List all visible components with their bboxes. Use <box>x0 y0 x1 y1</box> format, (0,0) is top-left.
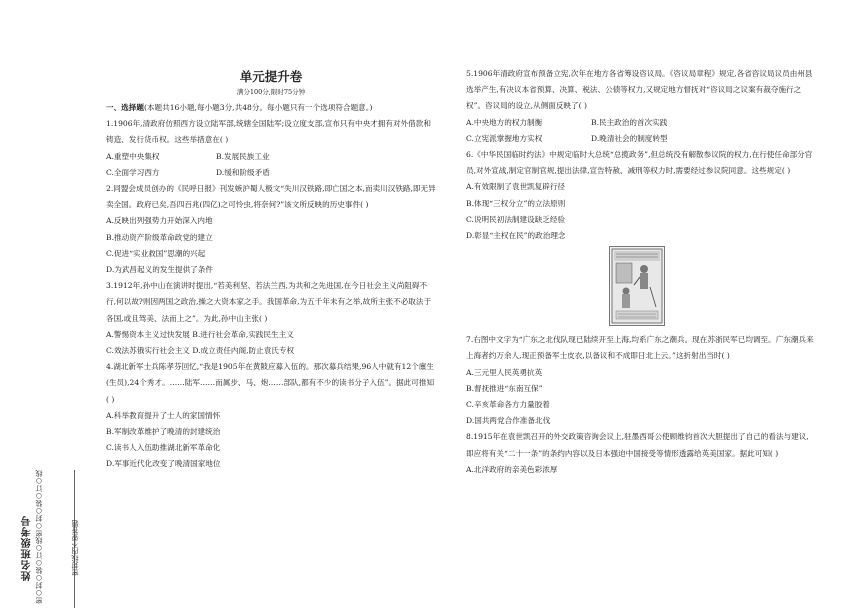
section-title: 一、选择题 <box>106 103 144 112</box>
page-subtitle: 满分100分,限时75分钟 <box>236 88 306 96</box>
option-a[interactable]: A.警惕资本主义过快发展 <box>106 329 190 339</box>
option-d[interactable]: D.成立责任内阁,防止袁氏专权 <box>192 346 295 356</box>
question-5 <box>466 66 816 147</box>
question-stem: 5.1906年清政府宣布预备立宪,次年在地方各省筹设咨议局。《咨议局章程》规定,各省咨议局议员由州县选举产生,有决议本省预算、决算、税法、公债等权力,又规定地方督抚对“咨议局之议案有裁夺施行之权”。咨议局的设立,从侧面反映了( ) <box>466 69 813 111</box>
question-stem: 7.右图中文字为“广东之北伐队现已陆续开至上海,均系广东之潮兵。现在苏浙民军已均调至。广东潮兵来上海者约万余人,现正预备军士皮衣,以备议和不成即日北上云。”这折射出当时( ) <box>466 335 814 361</box>
option-a[interactable]: A.反映出列强势力开始深入内地 <box>106 216 213 226</box>
option-d[interactable]: D.军事近代化改变了晚清国家地位 <box>106 459 221 469</box>
question-2 <box>106 181 436 278</box>
option-c[interactable]: C.立宪派掌握地方实权 <box>466 133 543 143</box>
question-stem: 1.1906年,清政府仿照西方设立陆军部,统辖全国陆军;设立度支部,宣布只有中央才拥有对外借款和铸造、发行货币权。这些举措意在( ) <box>106 119 431 145</box>
option-d[interactable]: D.晚清社会的制度转型 <box>591 133 668 143</box>
option-a[interactable]: A.北洋政府的亲美色彩浓厚 <box>466 464 558 474</box>
option-c[interactable]: C.辛亥革命各方力量胶着 <box>466 400 550 410</box>
option-b[interactable]: B.体现“三权分立”的立法原则 <box>466 198 566 208</box>
option-b[interactable]: B.推动资产阶级革命政党的建立 <box>106 232 213 242</box>
option-c[interactable]: C.效法苏俄实行社会主义 <box>106 346 190 356</box>
question-stem: 8.1915年在袁世凯召开的外交政策咨询会议上,驻墨西哥公使顾维钧首次大胆提出了自己的看法与建议,即应将有关“二十一条”的条约内容以及日本强迫中国接受等情形透露给英美国家。据此可知( ) <box>466 432 809 458</box>
illustration-image <box>610 247 664 325</box>
question-3 <box>106 278 436 359</box>
option-c[interactable]: C.读书人入伍助推湖北新军革命化 <box>106 443 221 453</box>
seal-line-note: 密封线内不要答题 <box>71 520 79 576</box>
option-d[interactable]: D.为武昌起义的发生提供了条件 <box>106 265 213 275</box>
student-info-label: 姓名班级考号 <box>22 515 33 581</box>
question-7 <box>466 332 816 429</box>
option-c[interactable]: C.全面学习西方 <box>106 167 160 177</box>
question-stem: 2.同盟会成员创办的《民呼日报》刊发嫉沪蜀人极文“失川汉铁路,即亡国之本,而卖川汉铁路,即无异卖全国。政府已矣,吾四百兆(四亿)之可怜虫,将奈何?”该文所反映的历史事件( ) <box>106 184 436 210</box>
binding-margin <box>0 0 90 608</box>
option-a[interactable]: A.中央地方的权力制衡 <box>466 117 543 127</box>
left-column <box>106 66 436 473</box>
option-b[interactable]: B.军制改革维护了晚清的封建统治 <box>106 427 221 437</box>
right-column <box>466 66 816 478</box>
option-c[interactable]: C.促进“实业救国”思潮的兴起 <box>106 248 206 258</box>
option-a[interactable]: A.科举教育提升了士人的家国情怀 <box>106 410 221 420</box>
option-b[interactable]: B.督抚推进“东南互保” <box>466 383 543 393</box>
option-a[interactable]: A.有效限制了袁世凯复辟行径 <box>466 182 566 192</box>
question-stem: 4.湖北新军士兵陈孝芬回忆,“我是1905年在黄陂应募入伍的。那次募兵结果,96人中就有12个廪生(生员),24个秀才。……陆军……而属步、马、炮……部队,都有不少的读书分子入伍”。据此可推知( ) <box>106 362 435 404</box>
section-heading <box>106 100 436 116</box>
question-4 <box>106 359 436 472</box>
option-b[interactable]: B.发展民族工业 <box>216 151 270 161</box>
option-d[interactable]: D.彰显“主权在民”的政治理念 <box>466 231 566 241</box>
seal-line-text: 密○封○装○订○线密○封○装○订○线 <box>35 470 43 604</box>
option-a[interactable]: A.重塑中央集权 <box>106 151 160 161</box>
question-8 <box>466 429 816 478</box>
page-title: 单元提升卷 <box>239 69 303 84</box>
section-note: (本题共16小题,每小题3分,共48分。每小题只有一个选项符合题意。) <box>143 103 373 112</box>
question-stem: 6.《中华民国临时约法》中规定临时大总统“总揽政务”,但总统没有解散参议院的权力,在行使任命部分官员,对外宣战,制定官制官规,提出法律,宣告特赦、减刑等权力时,需要经过参议院同意。这些规定( ) <box>466 150 813 176</box>
option-d[interactable]: D.国共两党合作准备北伐 <box>466 416 551 426</box>
option-b[interactable]: B.进行社会革命,实践民生主义 <box>192 329 294 339</box>
option-c[interactable]: C.说明民初法制建设缺乏经验 <box>466 214 566 224</box>
question-1 <box>106 116 436 181</box>
newspaper-illustration <box>609 246 665 326</box>
question-6 <box>466 147 816 244</box>
option-b[interactable]: B.民主政治的首次实践 <box>591 117 668 127</box>
option-d[interactable]: D.缓和阶级矛盾 <box>216 167 270 177</box>
question-stem: 3.1912年,孙中山在演讲时提出,“若美利坚、若法兰西,为共和之先进国,在今日社会主义尚阻碍不行,何以故?则因两国之政治,操之大资本家之手。我国革命,为五千年未有之举,故所主张不必取法于各国,或且驾美、法而上之”。为此,孙中山主张( ) <box>106 281 432 323</box>
option-a[interactable]: A.三元里人民英勇抗英 <box>466 367 543 377</box>
